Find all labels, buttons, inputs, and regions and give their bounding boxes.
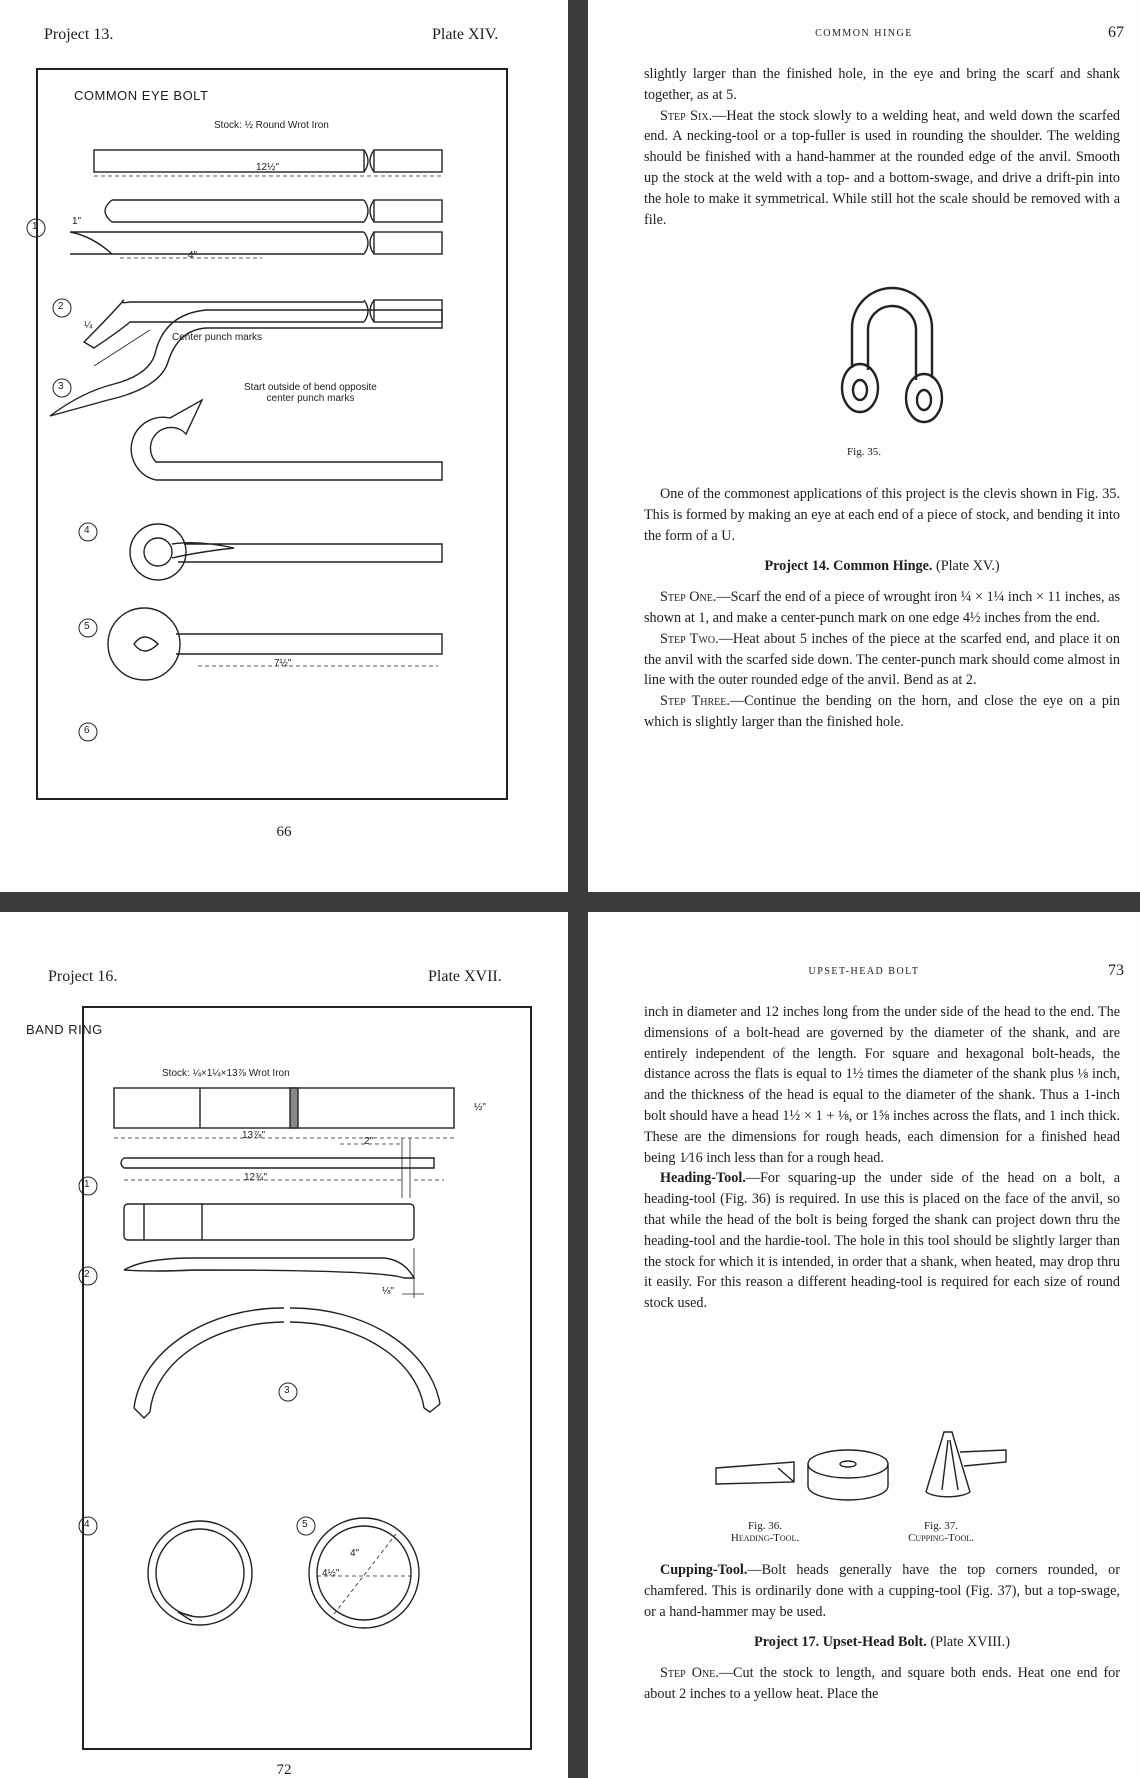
step-label: Step One. [660,1665,719,1682]
eye-bolt-diagram [38,70,506,798]
body-text-top [644,64,1120,230]
step-text: —Scarf the end of a piece of wrought iron ¼ × 1¼ inch × 11 inches, as shown at 1, and make a center-punch mark on one edge 4½ inches from the end. [644,589,1121,626]
step-3: 3 [58,381,64,392]
dim-length: 12½" [256,162,280,173]
fig36-number: Fig. 36. [748,1520,782,1532]
dim-seven: 7½" [274,658,292,669]
dim-len: 13⅞" [242,1130,266,1141]
paragraph-step-one [644,587,1120,629]
dim-one: 1" [72,216,82,227]
paragraph: One of the commonest applications of this project is the clevis shown in Fig. 35. This is formed by making an eye at each end of a piece of stock, and bending it into the form of a U. [644,486,1120,544]
page-number: 72 [276,1762,292,1778]
heading-title: Project 14. Common Hinge. [764,558,933,575]
clevis-figure [832,278,952,448]
plate-drawing [36,68,508,800]
step-4: 4 [84,525,90,536]
dim-dia-out: 4" [350,1548,360,1559]
paragraph-step-two [644,629,1120,691]
page-number: 66 [276,824,292,840]
step-4: 4 [84,1519,90,1530]
dim-two: 2" [364,1136,374,1147]
paragraph-cupping-tool [644,1560,1120,1622]
paragraph: slightly larger than the finished hole, in the eye and bring the scarf and shank together, as at 5. [644,66,1120,103]
fig37-number: Fig. 37. [924,1520,958,1532]
step-label: Step Three. [660,693,730,710]
fig37-name: Cupping-Tool. [908,1532,974,1544]
running-head: COMMON HINGE [815,28,913,39]
note-start-outside [244,382,377,404]
stock-note: Stock: ½ Round Wrot Iron [214,120,329,131]
dim-small: ⅛" [382,1286,394,1297]
fig37-caption [886,1520,996,1544]
dim-four: 4" [188,250,198,261]
page-73 [588,912,1140,1778]
note-line-2: center punch marks [266,393,355,404]
step-5: 5 [84,621,90,632]
step-1: 1 [32,221,38,232]
step-label: Step Two. [660,630,719,647]
step-text: —Heat about 5 inches of the piece at the scarfed end, and place it on the anvil with the scarfed side down. The center-punch mark should come almost in line with the outer rounded edge of the anvil. Bend as at 2. [644,630,1120,689]
dim-half: ½" [474,1102,486,1113]
paragraph-step-one [644,1663,1120,1705]
step-markers [0,912,320,1672]
step-text: —Continue the bending on the horn, and close the eye on a pin which is slightly larger than the finished hole. [644,693,1121,730]
fig36-caption [710,1520,820,1544]
paragraph-heading-tool [644,1168,1120,1314]
section-heading [644,556,1120,577]
tools-figure [708,1412,1048,1522]
term-text: —For squaring-up the under side of the head on a bolt, a heading-tool (Fig. 36) is required. In use this is placed on the face of the anvil, so that while the head of the bolt is being forged the shank can project down thru the heading-tool and the hardie-tool. The hole in this tool should be slightly larger than the stock for which it is intended, in order that a shank, when heated, may drop thru it easily. For this reason a different heading-tool is required for each size of round stock used. [644,1170,1120,1312]
plate-label: Plate XIV. [432,26,499,43]
figure-caption: Fig. 35. [847,446,881,458]
stock-note: Stock: ¼×1¼×13⅞ Wrot Iron [162,1068,290,1079]
dim-dia-in: 4½" [322,1568,340,1579]
dim-twelve: 12¾" [244,1172,268,1183]
step-label: Step One. [660,589,717,606]
plate-title: BAND RING [26,1022,103,1037]
step-text: —Heat the stock slowly to a welding heat, and weld down the scarfed end. A necking-tool or a top-fuller is used in rounding the shoulder. The welding should be finished with a hand-hammer at the rounded edge of the anvil. Smooth up the stock at the weld with a top- and a bottom-swage, and drive a drift-pin into the hole to make it symmetrical. While still hot the scale should be removed with a file. [644,107,1120,228]
step-3: 3 [284,1385,290,1396]
page-number: 67 [1108,24,1124,41]
step-label: Step Six. [660,107,713,124]
project-label: Project 16. [48,968,118,985]
body-text-bottom [644,484,1120,733]
step-1: 1 [84,1179,90,1190]
term-label: Heading-Tool. [660,1170,746,1187]
running-head: UPSET-HEAD BOLT [808,966,920,977]
page-67 [588,0,1140,892]
page-number: 73 [1108,962,1124,979]
page-72 [0,912,568,1778]
dim-quarter: ¼ [84,320,93,331]
heading-title: Project 17. Upset-Head Bolt. [754,1634,927,1651]
project-label: Project 13. [44,26,114,43]
plate-title: COMMON EYE BOLT [74,88,209,103]
plate-label: Plate XVII. [428,968,502,985]
note-center-punch: Center punch marks [172,332,263,343]
step-text: —Cut the stock to length, and square both ends. Heat one end for about 2 inches to a yellow heat. Place the [644,1665,1120,1702]
page-66 [0,0,568,892]
paragraph-step-six [644,106,1120,231]
term-label: Cupping-Tool. [660,1562,748,1578]
step-5: 5 [302,1519,308,1530]
term-text: —Bolt heads generally have the top corners rounded, or chamfered. This is ordinarily done with a cupping-tool (Fig. 37), but a top-swage, or a hand-hammer may be used. [644,1562,1120,1620]
heading-plate: (Plate XV.) [935,558,1000,575]
note-line-1: Start outside of bend opposite [244,382,377,393]
step-markers [0,0,60,760]
fig36-name: Heading-Tool. [730,1532,800,1544]
paragraph: inch in diameter and 12 inches long from the under side of the head to the end. The dimensions of a bolt-head are governed by the diameter of the shank, and are entirely independent of the length. For square and hexagonal bolt-heads, the distance across the flats is equal to 1½ times the diameter of the shank plus ⅛ inch, and the thickness of the head is equal to the diameter of the shank. Thus a 1-inch bolt should have a head 1½ × 1 + ⅛, or 1⅝ inches across the flats, and 1 inch thick. These are the dimensions for rough heads, each dimension for a finished head being 1⁄16 inch less than for a rough head. [644,1004,1120,1166]
body-text-top [644,1002,1120,1314]
section-heading [644,1632,1120,1653]
step-2: 2 [84,1269,90,1280]
heading-plate: (Plate XVIII.) [930,1634,1010,1651]
paragraph-step-three [644,691,1120,733]
step-6: 6 [84,725,90,736]
body-text-bottom [644,1560,1120,1705]
step-2: 2 [58,301,64,312]
